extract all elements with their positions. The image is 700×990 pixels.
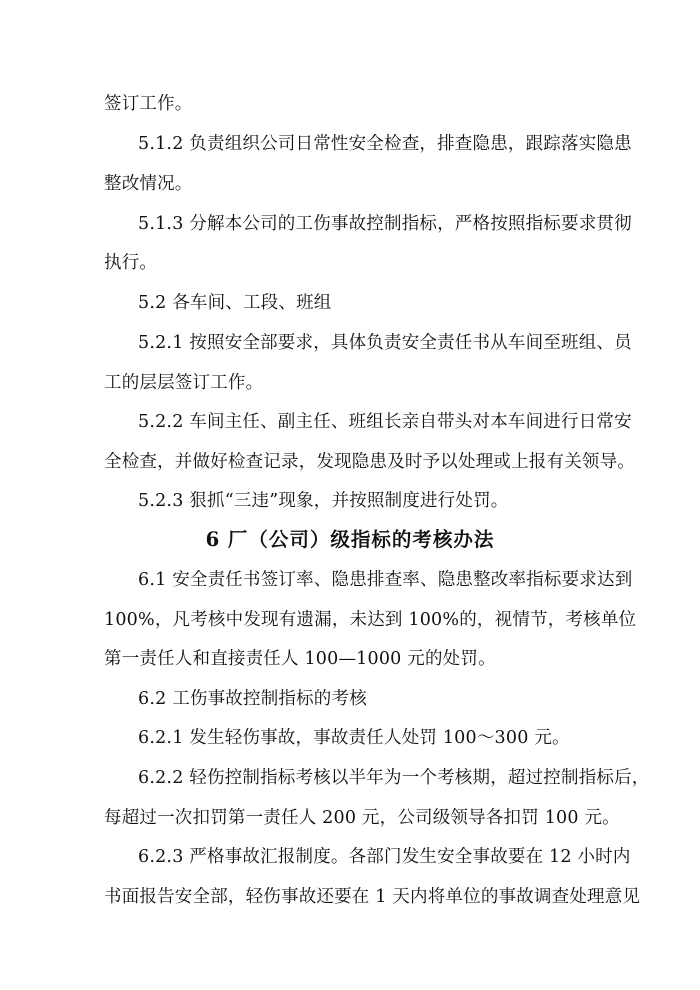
paragraph-line: 6.2.1 发生轻伤事故，事故责任人处罚 100～300 元。 [138,728,570,748]
paragraph-line: 100%，凡考核中发现有遗漏，未达到 100%的，视情节，考核单位 [104,610,637,630]
paragraph-line: 6.2.2 轻伤控制指标考核以半年为一个考核期，超过控制指标后， [138,768,650,788]
paragraph-line: 6.2.3 严格事故汇报制度。各部门发生安全事故要在 12 小时内 [138,847,631,867]
paragraph-line: 整改情况。 [104,174,193,194]
paragraph-line: 5.1.2 负责组织公司日常性安全检查，排查隐患，跟踪落实隐患 [138,134,632,154]
paragraph-line: 5.2.2 车间主任、副主任、班组长亲自带头对本车间进行日常安 [138,412,632,432]
paragraph-line: 全检查，并做好检查记录，发现隐患及时予以处理或上报有关领导。 [104,452,635,472]
paragraph-line: 5.1.3 分解本公司的工伤事故控制指标，严格按照指标要求贯彻 [138,214,632,234]
paragraph-line: 第一责任人和直接责任人 100—1000 元的处罚。 [104,649,496,669]
paragraph-line: 6.2 工伤事故控制指标的考核 [138,689,367,709]
paragraph-line: 6.1 安全责任书签订率、隐患排查率、隐患整改率指标要求达到 [138,570,633,590]
paragraph-line: 书面报告安全部，轻伤事故还要在 1 天内将单位的事故调查处理意见 [104,887,641,907]
section-heading: 6 厂（公司）级指标的考核办法 [205,528,495,551]
paragraph-line: 工的层层签订工作。 [104,373,264,393]
paragraph-line: 签订工作。 [104,94,193,114]
paragraph-line: 5.2.3 狠抓“三违”现象，并按照制度进行处罚。 [138,491,509,511]
paragraph-line: 执行。 [104,253,158,273]
paragraph-line: 每超过一次扣罚第一责任人 200 元，公司级领导各扣罚 100 元。 [104,808,620,828]
paragraph-line: 5.2 各车间、工段、班组 [138,293,332,313]
paragraph-line: 5.2.1 按照安全部要求，具体负责安全责任书从车间至班组、员 [138,333,632,353]
